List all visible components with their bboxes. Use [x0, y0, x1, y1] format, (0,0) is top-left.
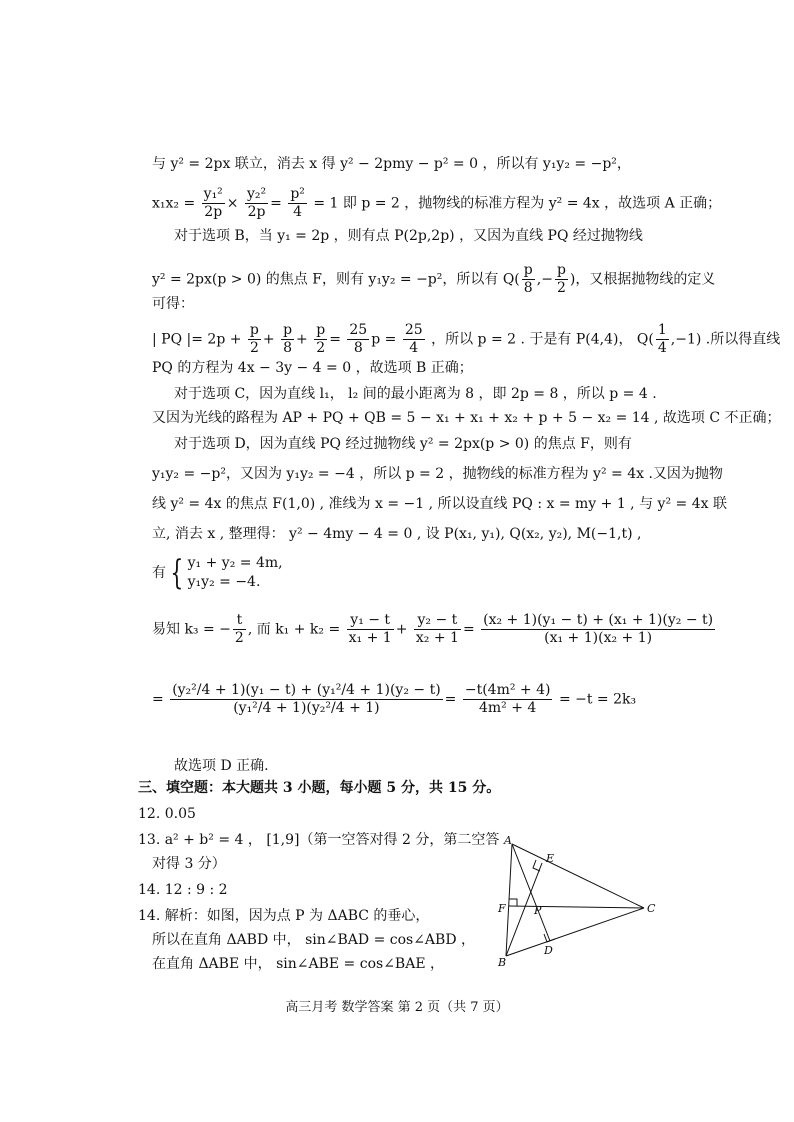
- fraction: $\frac{25}{8}$: [349, 322, 368, 356]
- line-8: 对于选项 C，因为直线 l₁， l₂ 间的最小距离为 8 ，即 2p = 8 ，所以 p = 4 .: [174, 386, 657, 402]
- answer-14-line2: 所以在直角 ΔABD 中， sin∠BAD = cos∠ABD ，: [152, 932, 476, 948]
- fraction: $\frac{\text{y₁²}}{2p}$: [203, 186, 223, 220]
- equation-system: y₁ + y₂ = 4m, y₁y₂ = −4.: [187, 555, 283, 590]
- section-heading: 三、填空题：本大题共 3 小题，每小题 5 分，共 15 分。: [138, 780, 501, 796]
- fraction: $\frac{p}{2}$: [556, 262, 566, 296]
- right-angle-f: [509, 899, 517, 906]
- line-3: 对于选项 B，当 y₁ = 2p ，则有点 P(2p,2p) ，又因为直线 PQ 经过抛物线: [174, 228, 643, 244]
- side-ac: [512, 844, 644, 908]
- fraction: $\frac{\text{y₂ − t}}{\text{x₂ + 1}}$: [415, 612, 459, 646]
- line-6: | PQ |= 2p + $\frac{p}{2}$ + $\frac{p}{8}$ + $\frac{p}{2}$ = $\frac{25}{8}$ p = $\frac{25}{4}$ ，所以 p = 2 . 于是有 P(4,4)， Q( $\frac{1}{4}$ ,−1) .所以得直线: [152, 322, 781, 356]
- label-d: D: [544, 944, 553, 957]
- fraction: $\frac{p}{2}$: [249, 322, 259, 356]
- side-ab: [506, 844, 512, 956]
- line-2: x₁x₂ = $\frac{\text{y₁²}}{2p}$ × $\frac{\text{y₂²}}{2p}$ = $\frac{\text{p²}}{4}$ = 1 即 p = 2 ，抛物线的标准方程为 y² = 4x ，故选项 A 正确；: [152, 186, 722, 220]
- line-4: y² = 2px(p > 0) 的焦点 F，则有 y₁y₂ = −p²，所以有 Q( $\frac{p}{8}$ ,− $\frac{p}{2}$ )，又根据抛物线的定义: [152, 262, 716, 296]
- answer-13: 13. a² + b² = 4 ， [1,9]（第一空答对得 2 分，第二空答: [138, 832, 500, 848]
- line-5: 可得：: [152, 296, 194, 312]
- label-b: B: [498, 956, 507, 969]
- left-brace-icon: {: [170, 553, 184, 593]
- answer-13-cont: 对得 3 分）: [152, 856, 226, 872]
- fraction: $\frac{\text{p²}}{4}$: [290, 186, 305, 220]
- answer-14-analysis: 14. 解析：如图，因为点 P 为 ΔABC 的垂心，: [138, 908, 430, 924]
- line-7: PQ 的方程为 4x − 3y − 4 = 0 ，故选项 B 正确；: [152, 360, 473, 376]
- line-9: 又因为光线的路程为 AP + PQ + QB = 5 − x₁ + x₁ + x₂ + p + 5 − x₂ = 14 , 故选项 C 不正确；: [152, 410, 781, 426]
- line-16: = $\frac{\text{(y₂²/4 + 1)(y₁ − t) + (y₁²/4 + 1)(y₂ − t)}}{\text{(y₁²/4 + 1)(y₂²/4 + 1)}}$ = $\frac{\text{−t(4m² + 4)}}{\text{4m² + 4}}$ = −t = 2k₃: [152, 682, 637, 716]
- label-f: F: [498, 902, 506, 915]
- line-15: 易知 k₃ = − $\frac{t}{2}$ , 而 k₁ + k₂ = $\frac{\text{y₁ − t}}{\text{x₁ + 1}}$ + $\frac{\text{y₂ − t}}{\text{x₂ + 1}}$ = $\frac{\text{(x₂ + 1)(y₁ − t) + (x₁ + 1)(y₂ − t)}}{\text{(x₁ + 1)(x₂ + 1)}}$: [152, 612, 714, 646]
- line-12: 线 y² = 4x 的焦点 F(1,0) , 准线为 x = −1 , 所以设直线 PQ : x = my + 1 , 与 y² = 4x 联: [152, 496, 727, 512]
- line-11: y₁y₂ = −p²，又因为 y₁y₂ = −4 ，所以 p = 2 ，抛物线的标准方程为 y² = 4x .又因为抛物: [152, 466, 723, 482]
- fraction: $\frac{\text{−t(4m² + 4)}}{\text{4m² + 4}}$: [464, 682, 551, 716]
- fraction: $\frac{p}{2}$: [316, 322, 326, 356]
- fraction: $\frac{25}{4}$: [404, 322, 423, 356]
- fraction: $\frac{1}{4}$: [657, 322, 667, 356]
- line-10: 对于选项 D，因为直线 PQ 经过抛物线 y² = 2px(p > 0) 的焦点 F，则有: [174, 436, 632, 452]
- answer-14-line3: 在直角 ΔABE 中， sin∠ABE = cos∠BAE ，: [152, 956, 444, 972]
- label-c: C: [647, 902, 656, 915]
- label-e: E: [546, 852, 555, 865]
- altitude-cf: [509, 906, 644, 908]
- answer-12: 12. 0.05: [138, 806, 196, 822]
- answer-14: 14. 12 : 9 : 2: [138, 882, 228, 898]
- label-a: A: [504, 834, 512, 847]
- fraction: $\frac{t}{2}$: [234, 612, 244, 646]
- fraction: $\frac{p}{8}$: [283, 322, 293, 356]
- line-17: 故选项 D 正确.: [174, 758, 269, 774]
- fraction: $\frac{\text{(x₂ + 1)(y₁ − t) + (x₁ + 1)(y₂ − t)}}{\text{(x₁ + 1)(x₂ + 1)}}$: [483, 612, 714, 646]
- fraction: $\frac{\text{y₁ − t}}{\text{x₁ + 1}}$: [348, 612, 392, 646]
- line-1: 与 y² = 2px 联立，消去 x 得 y² − 2pmy − p² = 0 ，所以有 y₁y₂ = −p²，: [152, 156, 631, 172]
- line-14-system: 有 { y₁ + y₂ = 4m, y₁y₂ = −4.: [152, 553, 283, 593]
- fraction: $\frac{\text{(y₂²/4 + 1)(y₁ − t) + (y₁²/4 + 1)(y₂ − t)}}{\text{(y₁²/4 + 1)(y₂²/4 + 1)}}$: [172, 682, 441, 716]
- fraction: $\frac{\text{y₂²}}{2p}$: [246, 186, 267, 220]
- right-angle-e: [533, 860, 540, 871]
- side-bc: [506, 908, 644, 956]
- line-13: 立, 消去 x , 整理得： y² − 4my − 4 = 0 , 设 P(x₁, y₁), Q(x₂, y₂), M(−1,t) ,: [152, 526, 642, 542]
- label-p: P: [534, 904, 542, 917]
- fraction: $\frac{p}{8}$: [523, 262, 533, 296]
- triangle-figure: [494, 832, 664, 972]
- right-angle-d: [544, 934, 555, 942]
- page-footer: 高三月考 数学答案 第 2 页（共 7 页）: [285, 1000, 509, 1015]
